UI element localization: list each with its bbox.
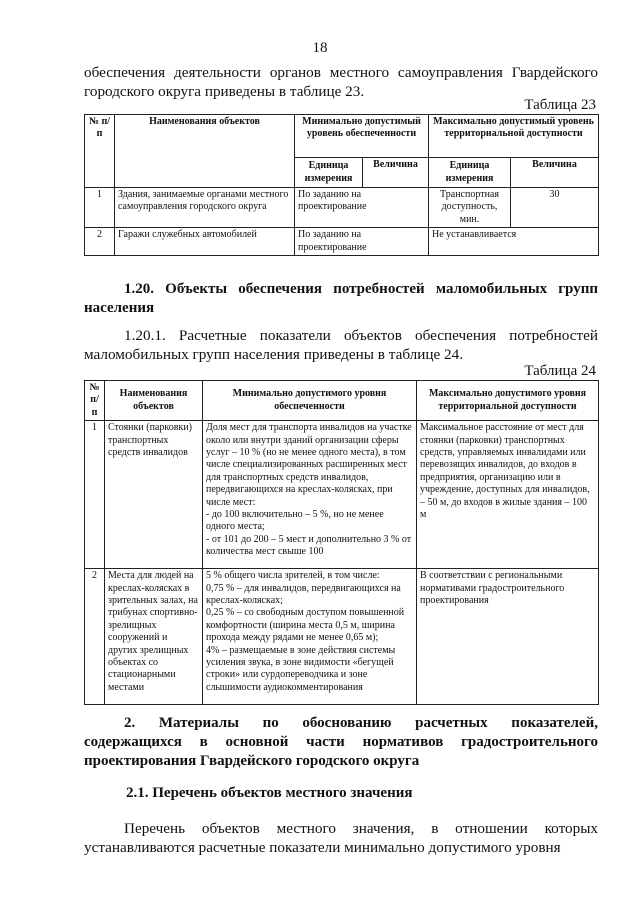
t24-row2-min-line: 4% – размещаемые в зоне действия системы усиления звука, в зоне видимости «бегущей строки» или сурдопереводчика и зоне слышимости аудиокомментирования [206,644,396,693]
t24-row2-max: В соответствии с региональными нормативами градостроительного проектирования [417,569,599,705]
t23-header-min: Минимально допустимый уровень обеспеченности [295,115,429,158]
t24-header-num: № п/п [85,381,105,421]
t23-header-unit: Единица измерения [295,158,363,188]
t23-row2-max: Не устанавливается [429,228,599,256]
t24-row1-min [203,421,417,569]
table-23 [84,114,599,256]
t23-row1-unit: Транспортная доступность, мин. [429,188,511,228]
t24-row2-min-line: 5 % общего числа зрителей, в том числе: [206,570,380,582]
table-row [85,421,599,569]
table-24 [84,380,599,705]
t24-row1-min-line: - до 100 включительно – 5 %, но не менее одного места; [206,509,384,533]
t23-row1-value: 30 [511,188,599,228]
section-1-20-heading: 1.20. Объекты обеспечения потребностей маломобильных групп населения [84,281,598,316]
t24-row2-min [203,569,417,705]
t23-header-num: № п/п [85,115,115,188]
t23-header-unit-2: Единица измерения [429,158,511,188]
t24-header-name: Наименования объектов [105,381,203,421]
t24-row2-min-line: 0,25 % – со свободным доступом повышенной комфортности (ширина места 0,5 м, ширина прохода между рядами не менее 0,65 м); [206,607,405,644]
t24-row1-max: Максимальное расстояние от мест для стоянки (парковки) транспортных средств, управляемых инвалидами или перевозящих инвалидов, до входов в предприятия, организацию или в учреждение, доступных для инвалидов, – 50 м, до входов в жилые здания – 100 м [417,421,599,569]
t24-row1-min-line: Доля мест для транспорта инвалидов на участке около или внутри зданий организации сферы услуг – 10 % (но не менее одного места), в том числе специализированных расширенных мест для транспортных средств инвалидов, передвигающихся на креслах-колясках, при числе мест: [206,422,412,508]
t23-row2-num: 2 [85,228,115,256]
t23-header-value-2: Величина [511,158,599,188]
intro-paragraph: обеспечения деятельности органов местного самоуправления Гвардейского городского округа приведены в таблице 23. [84,64,598,100]
t23-row1-num: 1 [85,188,115,228]
t23-row1-name: Здания, занимаемые органами местного самоуправления городского округа [115,188,295,228]
t23-header-max: Максимально допустимый уровень территориальной доступности [429,115,599,158]
section-2-1-heading: 2.1. Перечень объектов местного значения [126,785,413,801]
t24-row1-name: Стоянки (парковки) транспортных средств инвалидов [105,421,203,569]
table-row [85,228,599,256]
t23-header-name: Наименования объектов [115,115,295,188]
t23-row2-min: По заданию на проектирование [295,228,429,256]
t24-header-max: Максимально допустимого уровня территориальной доступности [417,381,599,421]
table-24-label: Таблица 24 [524,363,596,379]
t23-row1-min: По заданию на проектирование [295,188,429,228]
t24-row2-min-line: 0,75 % – для инвалидов, передвигающихся на креслах-колясках; [206,582,401,607]
t23-row2-name: Гаражи служебных автомобилей [115,228,295,256]
page-number: 18 [312,40,328,56]
paragraph-1-20-1: 1.20.1. Расчетные показатели объектов обеспечения потребностей маломобильных групп населения приведены в таблице 24. [84,327,598,363]
table-row [85,569,599,705]
t24-row2-num: 2 [85,569,105,705]
paragraph-2-1: Перечень объектов местного значения, в отношении которых устанавливаются расчетные показатели минимально допустимого уровня [84,820,598,856]
t24-row2-name: Места для людей на креслах-колясках в зрительных залах, на трибунах спортивно-зрелищных сооружений и других зрелищных объектах со стационарными местами [105,569,203,705]
t24-row1-num: 1 [85,421,105,569]
t24-header-min: Минимально допустимого уровня обеспеченности [203,381,417,421]
t24-row1-min-line: - от 101 до 200 – 5 мест и дополнительно 3 % от количества мест свыше 100 [206,533,412,558]
section-2-heading: 2. Материалы по обоснованию расчетных показателей, содержащихся в основной части нормативов градостроительного проектирования Гвардейского городского округа [84,715,598,769]
table-23-label: Таблица 23 [524,97,596,113]
t23-header-value: Величина [363,158,429,188]
table-row [85,188,599,228]
